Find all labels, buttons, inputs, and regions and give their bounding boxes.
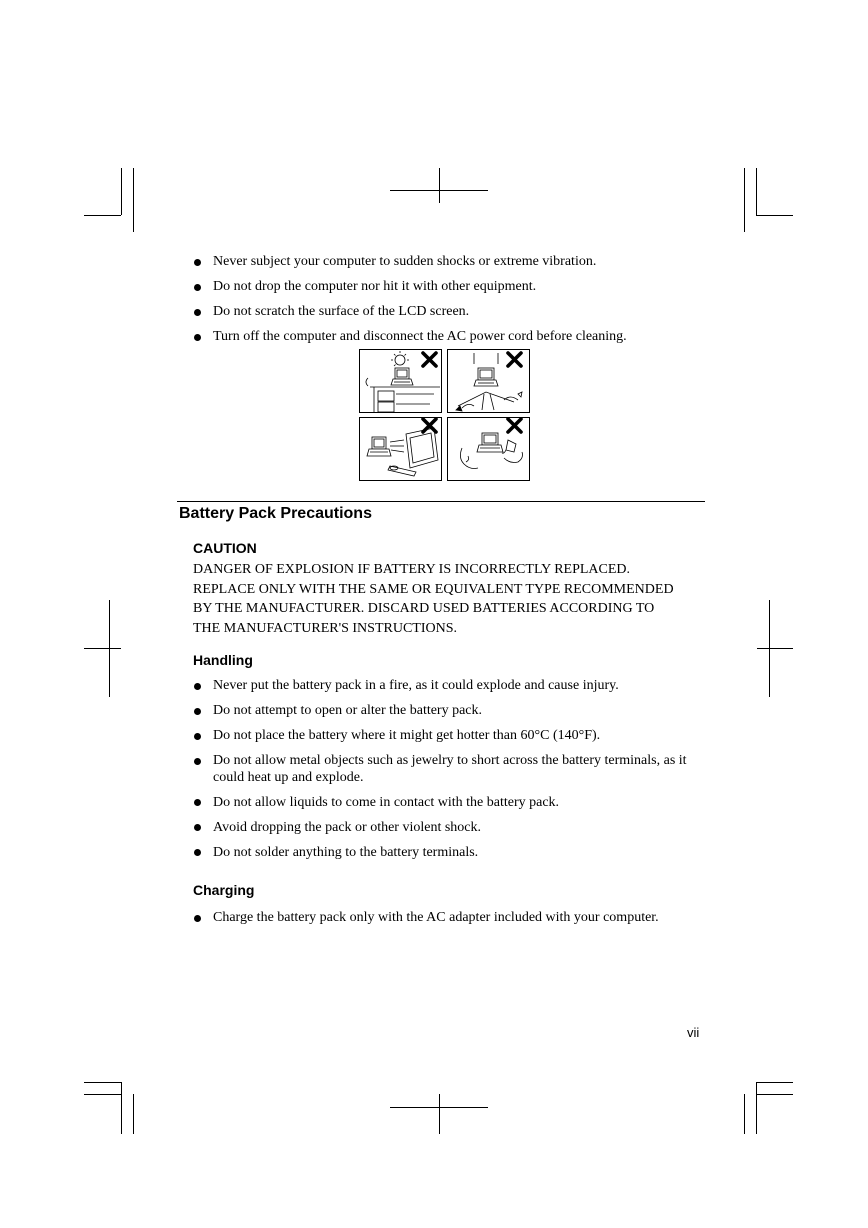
list-item: Do not solder anything to the battery terminals.	[193, 845, 698, 862]
list-item: Do not drop the computer nor hit it with other equipment.	[193, 279, 698, 296]
x-mark-icon	[506, 417, 523, 439]
x-mark-icon	[421, 351, 438, 373]
caution-line: DANGER OF EXPLOSION IF BATTERY IS INCORRECTLY REPLACED.	[193, 562, 631, 577]
list-item: Do not scratch the surface of the LCD screen.	[193, 304, 698, 321]
list-item: Do not place the battery where it might get hotter than 60°C (140°F).	[193, 728, 698, 745]
list-item: Turn off the computer and disconnect the AC power cord before cleaning.	[193, 329, 698, 346]
caution-text	[193, 560, 713, 638]
list-item: Never subject your computer to sudden shocks or extreme vibration.	[193, 254, 698, 271]
precautions-list	[193, 254, 698, 354]
bullet-icon	[194, 824, 201, 831]
precaution-illustration	[359, 349, 531, 481]
list-item: Do not allow liquids to come in contact with the battery pack.	[193, 795, 698, 812]
caution-line: THE MANUFACTURER'S INSTRUCTIONS.	[193, 620, 458, 636]
bullet-icon	[194, 849, 201, 856]
x-mark-icon	[421, 417, 438, 439]
charging-list	[193, 910, 698, 935]
caution-heading: CAUTION	[193, 540, 257, 556]
bullet-icon	[194, 284, 201, 291]
bullet-icon	[194, 334, 201, 341]
x-mark-icon	[506, 351, 523, 373]
list-item: Do not attempt to open or alter the battery pack.	[193, 703, 698, 720]
bullet-icon	[194, 708, 201, 715]
handling-heading: Handling	[193, 652, 253, 668]
handling-list	[193, 678, 698, 870]
bullet-icon	[194, 733, 201, 740]
page-number: vii	[687, 1025, 700, 1040]
list-item: Avoid dropping the pack or other violent shock.	[193, 820, 698, 837]
bullet-icon	[194, 259, 201, 266]
bullet-icon	[194, 309, 201, 316]
bullet-icon	[194, 915, 201, 922]
section-divider	[177, 501, 705, 502]
list-item: Do not allow metal objects such as jewelry to short across the battery terminals, as it could heat up and explode.	[193, 753, 698, 786]
list-item: Charge the battery pack only with the AC adapter included with your computer.	[193, 910, 698, 927]
section-title: Battery Pack Precautions	[179, 505, 372, 522]
bullet-icon	[194, 799, 201, 806]
caution-line: REPLACE ONLY WITH THE SAME OR EQUIVALENT TYPE RECOMMENDED	[193, 581, 674, 597]
list-item: Never put the battery pack in a fire, as it could explode and cause injury.	[193, 678, 698, 695]
bullet-icon	[194, 758, 201, 765]
bullet-icon	[194, 683, 201, 690]
charging-heading: Charging	[193, 882, 255, 898]
caution-line: BY THE MANUFACTURER. DISCARD USED BATTERIES ACCORDING TO	[193, 601, 655, 616]
